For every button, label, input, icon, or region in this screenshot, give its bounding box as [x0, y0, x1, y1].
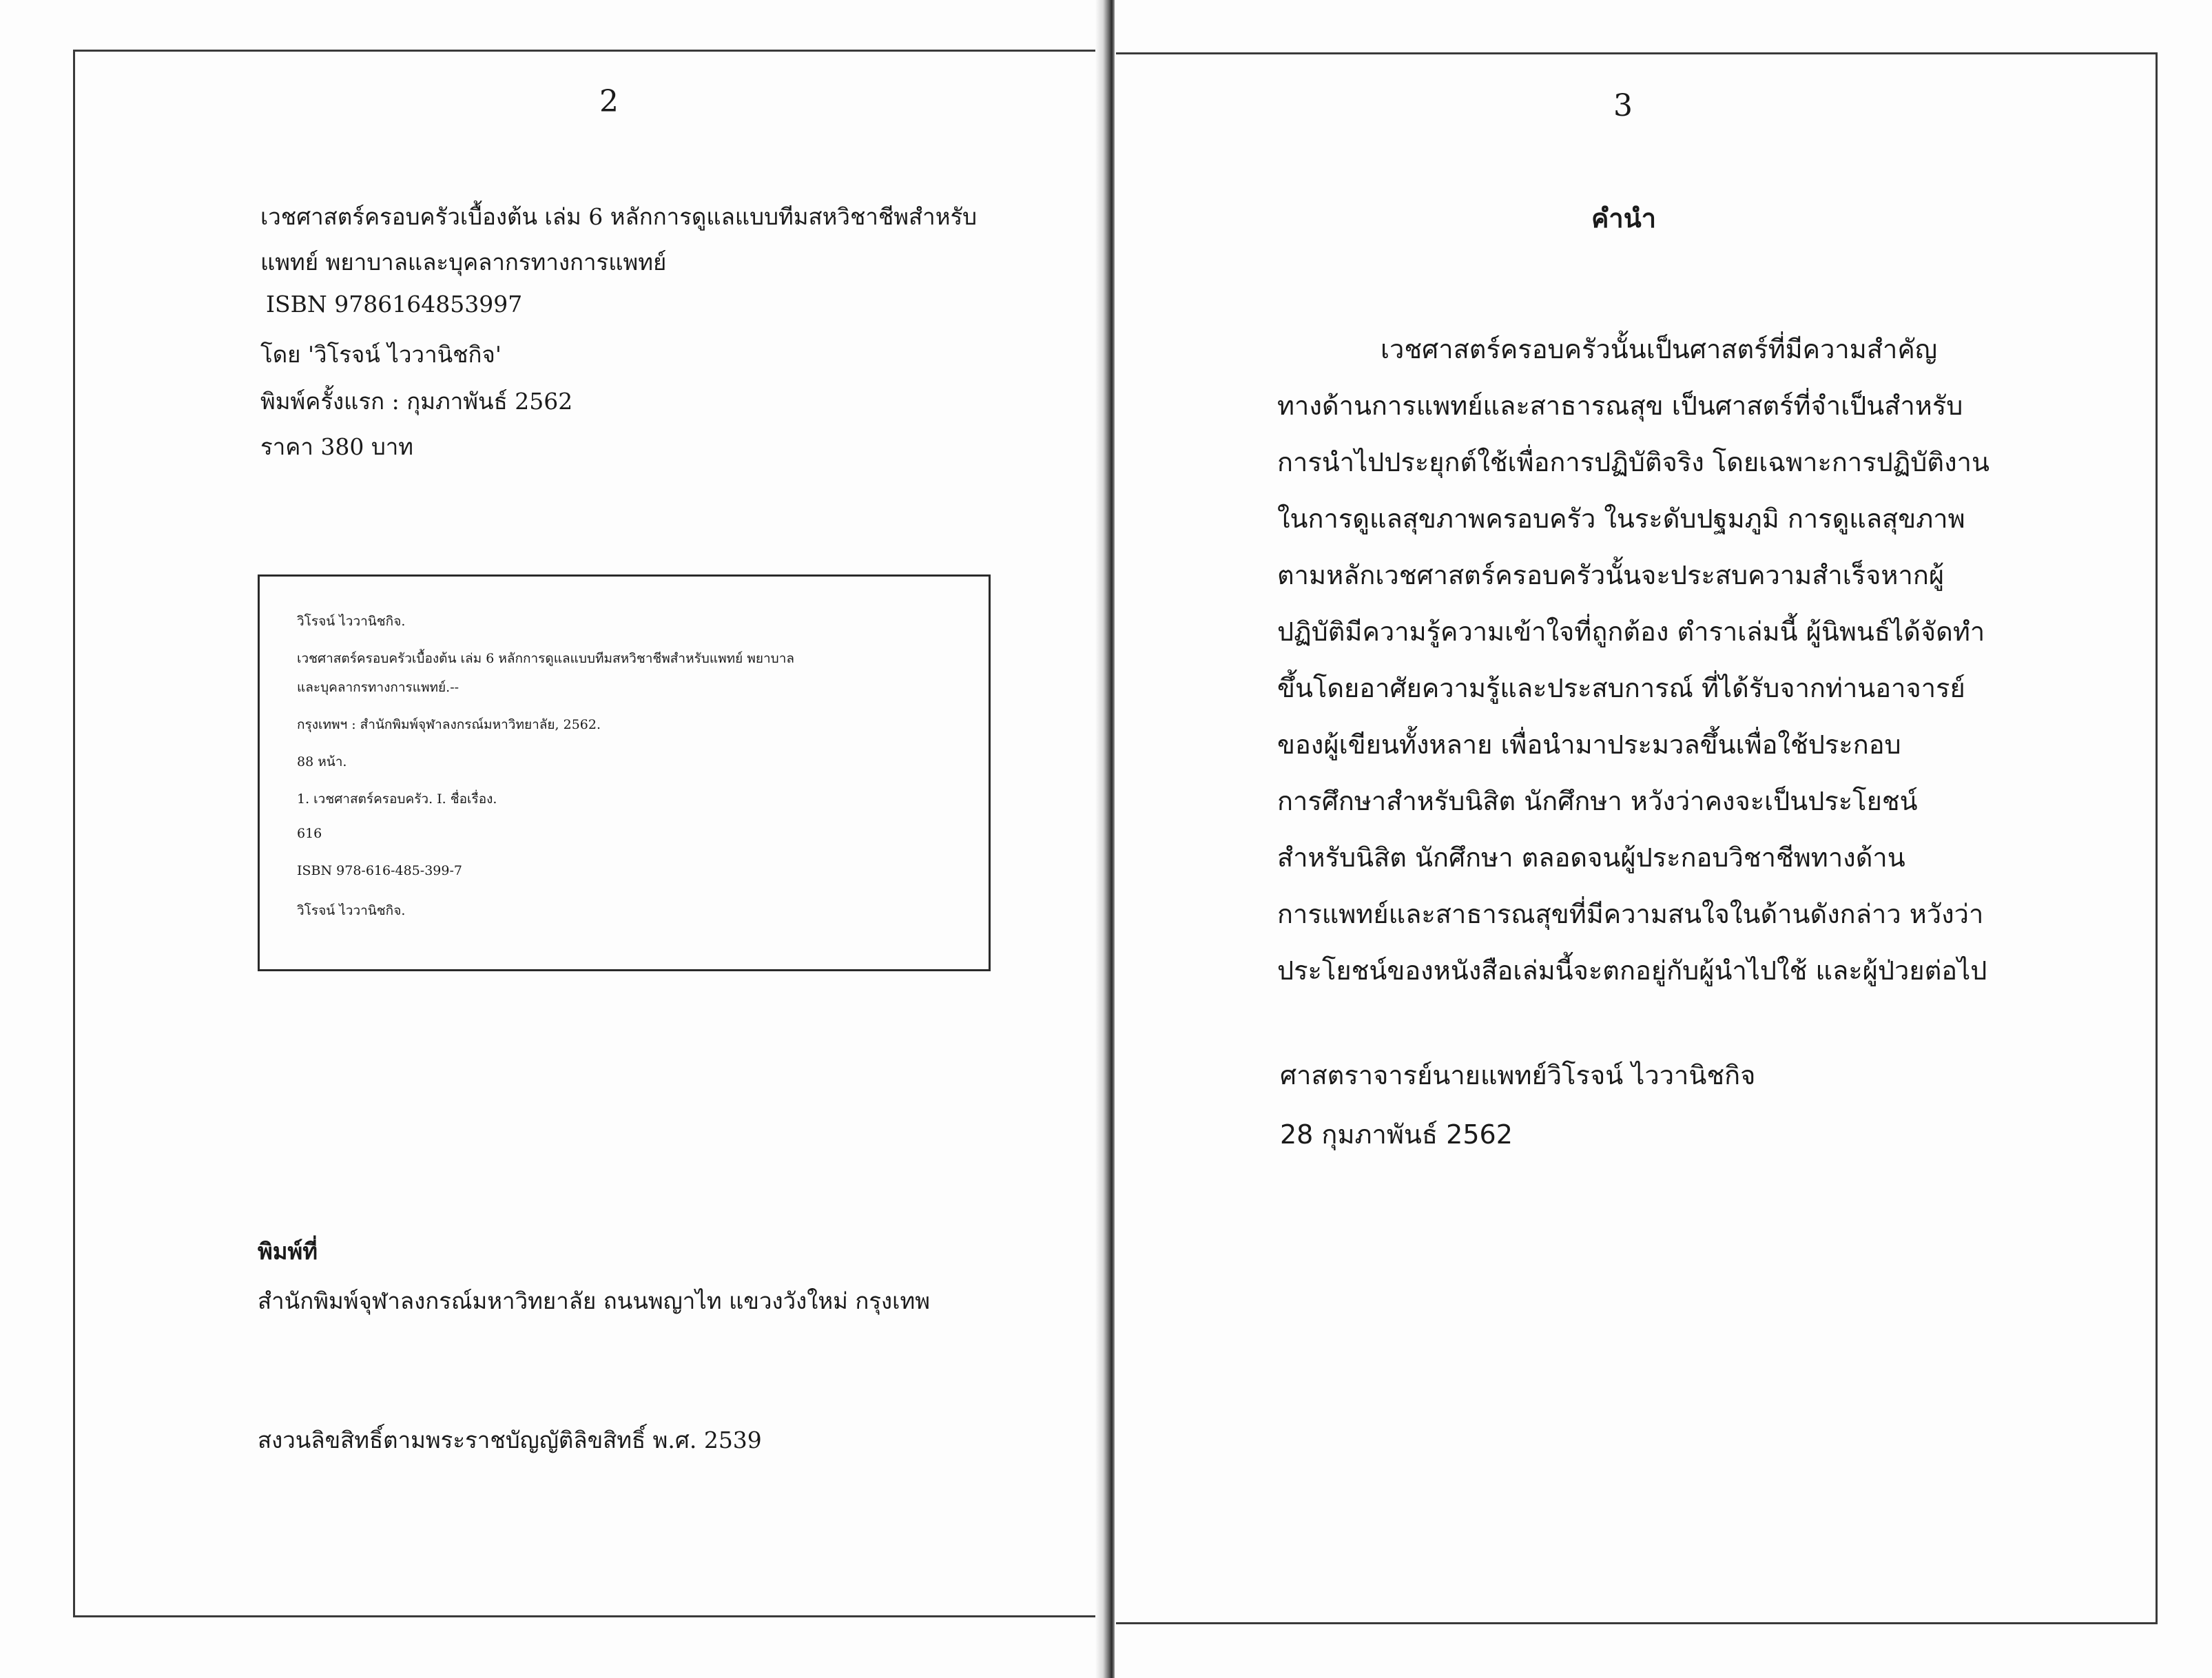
preface-line: สำหรับนิสิต นักศึกษา ตลอดจนผู้ประกอบวิชาชีพทางด้าน	[1277, 842, 1905, 873]
cip-line: 88 หน้า.	[297, 754, 347, 769]
preface-line: ของผู้เขียนทั้งหลาย เพื่อนำมาประมวลขึ้นเพื่อใช้ประกอบ	[1277, 729, 1901, 760]
book-title-line-2: แพทย์ พยาบาลและบุคลากรทางการแพทย์	[260, 249, 667, 276]
cip-line: 1. เวชศาสตร์ครอบครัว. I. ชื่อเรื่อง.	[297, 791, 497, 807]
preface-line: การศึกษาสำหรับนิสิต นักศึกษา หวังว่าคงจะเป็นประโยชน์	[1277, 786, 1918, 816]
book-gutter	[1095, 0, 1115, 1678]
book-title-line-1: เวชศาสตร์ครอบครัวเบื้องต้น เล่ม 6 หลักการดูแลแบบทีมสหวิชาชีพสำหรับ	[260, 203, 978, 230]
preface-line: การแพทย์และสาธารณสุขที่มีความสนใจในด้านดังกล่าว หวังว่า	[1277, 899, 1984, 929]
printer-label: พิมพ์ที่	[258, 1238, 318, 1265]
preface-signature: ศาสตราจารย์นายแพทย์วิโรจน์ ไววานิชกิจ	[1280, 1060, 1756, 1090]
preface-line: ขึ้นโดยอาศัยความรู้และประสบการณ์ ที่ได้รับจากท่านอาจารย์	[1277, 673, 1965, 703]
book-price: ราคา 380 บาท	[260, 433, 414, 460]
printer-name: สำนักพิมพ์จุฬาลงกรณ์มหาวิทยาลัย ถนนพญาไท แขวงวังใหม่ กรุงเทพ	[258, 1287, 930, 1314]
preface-line: ปฏิบัติมีความรู้ความเข้าใจที่ถูกต้อง ตำราเล่มนี้ ผู้นิพนธ์ได้จัดทำ	[1277, 617, 1985, 647]
cip-line: ISBN 978-616-485-399-7	[297, 863, 462, 878]
preface-line: เวชศาสตร์ครอบครัวนั้นเป็นศาสตร์ที่มีความสำคัญ	[1381, 334, 1938, 364]
cip-line: 616	[297, 826, 322, 841]
left-page-number: 2	[599, 84, 619, 119]
book-isbn: ISBN 9786164853997	[266, 291, 523, 318]
preface-line: การนำไปประยุกต์ใช้เพื่อการปฏิบัติจริง โดยเฉพาะการปฏิบัติงาน	[1277, 447, 1989, 477]
copyright-notice: สงวนลิขสิทธิ์ตามพระราชบัญญัติลิขสิทธิ์ พ.ศ. 2539	[258, 1427, 762, 1453]
book-edition: พิมพ์ครั้งแรก : กุมภาพันธ์ 2562	[260, 388, 573, 415]
right-page-number: 3	[1613, 88, 1633, 123]
cip-line: และบุคลากรทางการแพทย์.--	[297, 680, 459, 695]
preface-line: ในการดูแลสุขภาพครอบครัว ในระดับปฐมภูมิ การดูแลสุขภาพ	[1277, 504, 1965, 534]
cip-line: วิโรจน์ ไววานิชกิจ.	[297, 903, 406, 918]
cip-line: เวชศาสตร์ครอบครัวเบื้องต้น เล่ม 6 หลักการดูแลแบบทีมสหวิชาชีพสำหรับแพทย์ พยาบาล	[297, 651, 795, 666]
preface-line: ประโยชน์ของหนังสือเล่มนี้จะตกอยู่กับผู้นำไปใช้ และผู้ป่วยต่อไป	[1277, 955, 1987, 986]
cataloging-in-publication-box	[258, 574, 991, 971]
preface-date: 28 กุมภาพันธ์ 2562	[1280, 1119, 1513, 1150]
preface-line: ตามหลักเวชศาสตร์ครอบครัวนั้นจะประสบความสำเร็จหากผู้	[1277, 560, 1945, 590]
preface-title: คำนำ	[1591, 203, 1657, 234]
cip-line: วิโรจน์ ไววานิชกิจ.	[297, 614, 406, 629]
preface-line: ทางด้านการแพทย์และสาธารณสุข เป็นศาสตร์ที่จำเป็นสำหรับ	[1277, 391, 1963, 421]
cip-line: กรุงเทพฯ : สำนักพิมพ์จุฬาลงกรณ์มหาวิทยาลัย, 2562.	[297, 717, 601, 732]
book-author: โดย 'วิโรจน์ ไววานิชกิจ'	[260, 341, 502, 368]
